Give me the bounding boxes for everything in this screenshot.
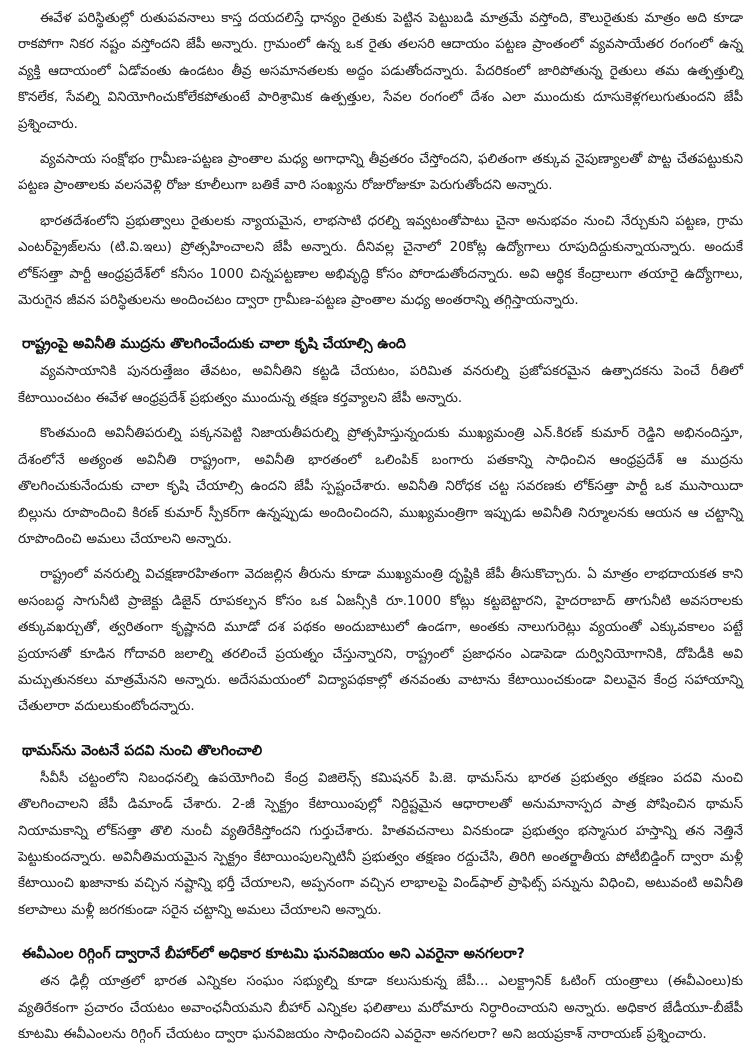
section-heading: రాష్ట్రంపై అవినీతి ముద్రను తొలగించేందుకు చాలా కృషి చేయాల్సి ఉంది [22, 336, 406, 353]
article-paragraph: కొంతమంది అవినీతిపరుల్ని పక్కనపెట్టి నిజాయతీపరుల్ని ప్రోత్సహిస్తున్నందుకు ముఖ్యమంత్రి ఎన్.కిరణ్ కుమార్ రెడ్డిని అభినందిస్తూ, దేశంలోనే అత్యంత అవినీతి రాష్ట్రంగా, అవినీతి భారతంలో ఒలింపిక్ బంగారు పతకాన్ని సాధించిన ఆంధ్రప్రదేశ్ ఆ ముద్రను తొలగించుకునేందుకు చాలా కృషి చేయాల్సి ఉందని జేపీ స్పష్టంచేశారు. అవినీతి నిరోధక చట్ట సవరణకు లోక్‌సత్తా పార్టీ ఒక ముసాయిదా బిల్లును రూపొందించి కిరణ్ కుమార్ స్పీకర్‌గా ఉన్నప్పుడు అందించిందని, ముఖ్యమంత్రిగా ఇప్పుడు అవినీతి నిర్మూలనకు ఆయన ఆ చట్టాన్ని రూపొందించి అమలు చేయాలని అన్నారు. [18, 426, 743, 547]
article-paragraph: వ్యవసాయానికి పునరుత్తేజం తేవటం, అవినీతిని కట్టడి చేయటం, పరిమిత వనరుల్ని ప్రజోపకరమైన ఉత్పాదకను పెంచే రీతిలో కేటాయించటం ఈవేళ ఆంధ్రప్రదేశ్ ప్రభుత్వం ముందున్న తక్షణ కర్తవ్యాలని జేపీ అన్నారు. [18, 364, 743, 406]
section-heading: థామస్‌ను వెంటనే పదవి నుంచి తొలగించాలి [22, 742, 263, 759]
article-paragraph: ఈవేళ పరిస్థితుల్లో రుతుపవనాలు కాస్త దయదలిస్తే ధాన్యం రైతుకు పెట్టిన పెట్టుబడి మాత్రమే వస్తోంది, కౌలురైతుకు మాత్రం అది కూడా రాకపోగా నికర నష్టం వస్తోందని జేపీ అన్నారు. గ్రామంలో ఉన్న ఒక రైతు తలసరి ఆదాయం పట్టణ ప్రాంతంలో వ్యవసాయేతర రంగంలో ఉన్న వ్యక్తి ఆదాయంలో ఏడోవంతు ఉండటం తీవ్ర అసమానతలకు అద్దం పడుతోందన్నారు. పేదరికంలో జారిపోతున్న రైతులు తమ ఉత్పత్తుల్ని కొనలేక, సేవల్ని వినియోగించుకోలేకపోతుంటే పారిశ్రామిక ఉత్పత్తుల, సేవల రంగంలో దేశం ఎలా ముందుకు దూసుకెళ్లగలుగుతుందని జేపీ ప్రశ్నించారు. [18, 11, 743, 132]
article-paragraph: రాష్ట్రంలో వనరుల్ని విచక్షణారహితంగా వెదజల్లిన తీరును కూడా ముఖ్యమంత్రి దృష్టికి జేపీ తీసుకొచ్చారు. ఏ మాత్రం లాభదాయకత కాని అసంబద్ధ సాగునీటి ప్రాజెక్టు డిజైన్ రూపకల్పన కోసం ఒక ఏజన్సీకి రూ.1000 కోట్లు కట్టబెట్టారని, హైదరాబాద్ తాగునీటి అవసరాలకు తక్కువఖర్చుతో, త్వరితంగా కృష్ణానది మూడో దశ పథకం అందుబాటులో ఉండగా, అంతకు నాలుగురెట్లు వ్యయంతో ఎక్కువకాలం పట్టే ప్రయాసతో కూడిన గోదావరి జలాల్ని తరలించే ప్రయత్నం చేస్తున్నారని, రాష్ట్రంలో ప్రజాధనం ఎడాపెడా దుర్వినియోగానికి, దోపిడీకి అవి మచ్చుతునకలు మాత్రమేనని అన్నారు. అదేసమయంలో విద్యాపథకాల్లో తనవంతు వాటాను కేటాయించకుండా విలువైన కేంద్ర సహాయాన్ని చేతులారా వదులుకుంటోందన్నారు. [18, 567, 743, 715]
article-paragraph: భారతదేశంలోని ప్రభుత్వాలు రైతులకు న్యాయమైన, లాభసాటి ధరల్ని ఇవ్వటంతోపాటు చైనా అనుభవం నుంచి నేర్చుకుని పట్టణ, గ్రామ ఎంటర్‌ప్రైజ్‌లను (టి.వి.ఇలు) ప్రోత్సహించాలని జేపీ అన్నారు. దీనివల్ల చైనాలో 20కోట్ల ఉద్యోగాలు రూపుదిద్దుకున్నాయన్నారు. అందుకే లోక్‌సత్తా పార్టీ ఆంధ్రప్రదేశ్‌లో కనీసం 1000 చిన్నపట్టణాల అభివృద్ధి కోసం పోరాడుతోందన్నారు. అవి ఆర్థిక కేంద్రాలుగా తయారై ఉద్యోగాలు, మెరుగైన జీవన పరిస్థితులను అందించటం ద్వారా గ్రామీణ-పట్టణ ప్రాంతాల మధ్య అంతరాన్ని తగ్గిస్తాయన్నారు. [18, 213, 743, 309]
article-paragraph: తన ఢిల్లీ యాత్రలో భారత ఎన్నికల సంఘం సభ్యుల్ని కూడా కలుసుకున్న జేపీ... ఎలక్ట్రానిక్ ఓటింగ్ యంత్రాలు (ఈవీఎంలు)కు వ్యతిరేకంగా ప్రచారం చేయటం అవాంఛనీయమని బీహార్ ఎన్నికల ఫలితాలు మరోమారు నిర్ధారించాయని అన్నారు. అధికార జేడీయూ-బీజేపీ కూటమి ఈవీఎంలను రిగ్గింగ్ చేయటం ద్వారా ఘనవిజయం సాధించిందని ఎవరైనా అనగలరా? అని జయప్రకాశ్ నారాయణ్ ప్రశ్నించారు. [18, 974, 743, 1042]
article-paragraph: సీవీసీ చట్టంలోని నిబంధనల్ని ఉపయోగించి కేంద్ర విజిలెన్స్ కమిషనర్ పి.జె. థామస్‌ను భారత ప్రభుత్వం తక్షణం పదవి నుంచి తొలగించాలని జేపీ డిమాండ్ చేశారు. 2-జీ స్పెక్ట్రం కేటాయింపుల్లో నిర్దిష్టమైన ఆధారాలతో అనుమానాస్పద పాత్ర పోషించిన థామస్ నియామకాన్ని లోక్‌సత్తా తొలి నుంచీ వ్యతిరేకిస్తోందని గుర్తుచేశారు. హితవచనాలు వినకుండా ప్రభుత్వం భస్మాసుర హస్తాన్ని తన నెత్తినే పెట్టుకుందన్నారు. అవినీతిమయమైన స్పెక్ట్రం కేటాయింపులన్నిటినీ ప్రభుత్వం తక్షణం రద్దుచేసి, తిరిగి అంతర్జాతీయ పోటీబిడ్డింగ్ ద్వారా మళ్లీ కేటాయించి ఖజానాకు వచ్చిన నష్టాన్ని భర్తీ చేయాలని, అప్పనంగా వచ్చిన లాభాలపై విండ్‌ఫాల్ ప్రాఫిట్స్ పన్నును విధించి, అటువంటి అవినీతి కలాపాలు మళ్లీ జరగకుండా సరైన చట్టాన్ని అమలు చేయాలని అన్నారు. [18, 770, 743, 918]
article-paragraph: వ్యవసాయ సంక్షోభం గ్రామీణ-పట్టణ ప్రాంతాల మధ్య అగాధాన్ని తీవ్రతరం చేస్తోందని, ఫలితంగా తక్కువ నైపుణ్యాలతో పొట్ట చేతపట్టుకుని పట్టణ ప్రాంతాలకు వలసవెళ్లి రోజు కూలీలుగా బతికే వారి సంఖ్యను రోజురోజుకూ పెరుగుతోందని అన్నారు. [18, 152, 743, 194]
section-heading: ఈవీఎంల రిగ్గింగ్ ద్వారానే బీహార్‌లో అధికార కూటమి ఘనవిజయం అని ఎవరైనా అనగలరా? [22, 946, 525, 963]
